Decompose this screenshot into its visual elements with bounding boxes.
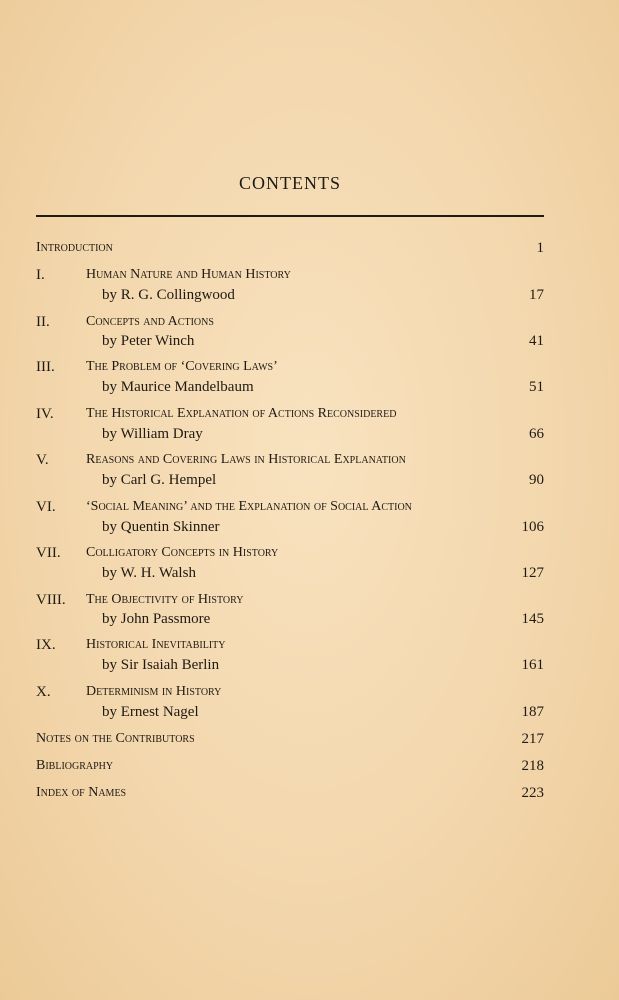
chapter-title: The Historical Explanation of Actions Reconsidered: [86, 406, 397, 421]
divider-rule: [36, 215, 544, 217]
toc-page-number: 127: [521, 565, 544, 581]
chapter-number: II.: [36, 314, 50, 330]
toc-page-number: 1: [536, 240, 544, 256]
chapter-author: by Carl G. Hempel: [102, 472, 217, 488]
chapter-author: by John Passmore: [102, 611, 211, 627]
chapter-author: by W. H. Walsh: [102, 565, 196, 581]
toc-entry-title: Introduction: [36, 240, 113, 255]
chapter-number: V.: [36, 452, 49, 468]
chapter-number: X.: [36, 684, 51, 700]
chapter-number: VII.: [36, 545, 61, 561]
toc-entry-title: Index of Names: [36, 785, 127, 800]
toc-page-number: 223: [521, 785, 544, 801]
chapter-title: Determinism in History: [86, 684, 222, 699]
toc-entry-title: Bibliography: [36, 758, 114, 773]
chapter-title: Concepts and Actions: [86, 314, 214, 329]
toc-entry-title: Notes on the Contributors: [36, 731, 195, 746]
chapter-author: by Peter Winch: [102, 333, 195, 349]
chapter-number: IV.: [36, 406, 54, 422]
chapter-title: Historical Inevitability: [86, 637, 226, 652]
toc-page-number: 66: [529, 426, 544, 442]
chapter-number: I.: [36, 267, 45, 283]
toc-page-number: 187: [521, 704, 544, 720]
chapter-title: The Problem of ‘Covering Laws’: [86, 359, 278, 374]
chapter-number: VIII.: [36, 592, 66, 608]
toc-page-number: 17: [529, 287, 544, 303]
page-title: CONTENTS: [239, 173, 341, 193]
chapter-author: by Quentin Skinner: [102, 519, 220, 535]
chapter-author: by Ernest Nagel: [102, 704, 199, 720]
chapter-title: ‘Social Meaning’ and the Explanation of Social Action: [86, 499, 412, 514]
toc-page-number: 90: [529, 472, 544, 488]
chapter-title: Human Nature and Human History: [86, 267, 291, 282]
chapter-number: IX.: [36, 637, 56, 653]
toc-page-number: 106: [521, 519, 544, 535]
chapter-author: by Sir Isaiah Berlin: [102, 657, 220, 673]
chapter-author: by Maurice Mandelbaum: [102, 379, 254, 395]
chapter-author: by William Dray: [102, 426, 203, 442]
toc-page-number: 161: [521, 657, 544, 673]
chapter-title: Colligatory Concepts in History: [86, 545, 279, 560]
toc-page-number: 51: [529, 379, 544, 395]
toc-page-number: 217: [521, 731, 544, 747]
chapter-number: III.: [36, 359, 55, 375]
chapter-author: by R. G. Collingwood: [102, 287, 235, 303]
chapter-title: Reasons and Covering Laws in Historical Explanation: [86, 452, 406, 467]
toc-page-number: 145: [521, 611, 544, 627]
toc-page-number: 41: [529, 333, 544, 349]
chapter-title: The Objectivity of History: [86, 592, 244, 607]
chapter-number: VI.: [36, 499, 56, 515]
toc-page-number: 218: [521, 758, 544, 774]
